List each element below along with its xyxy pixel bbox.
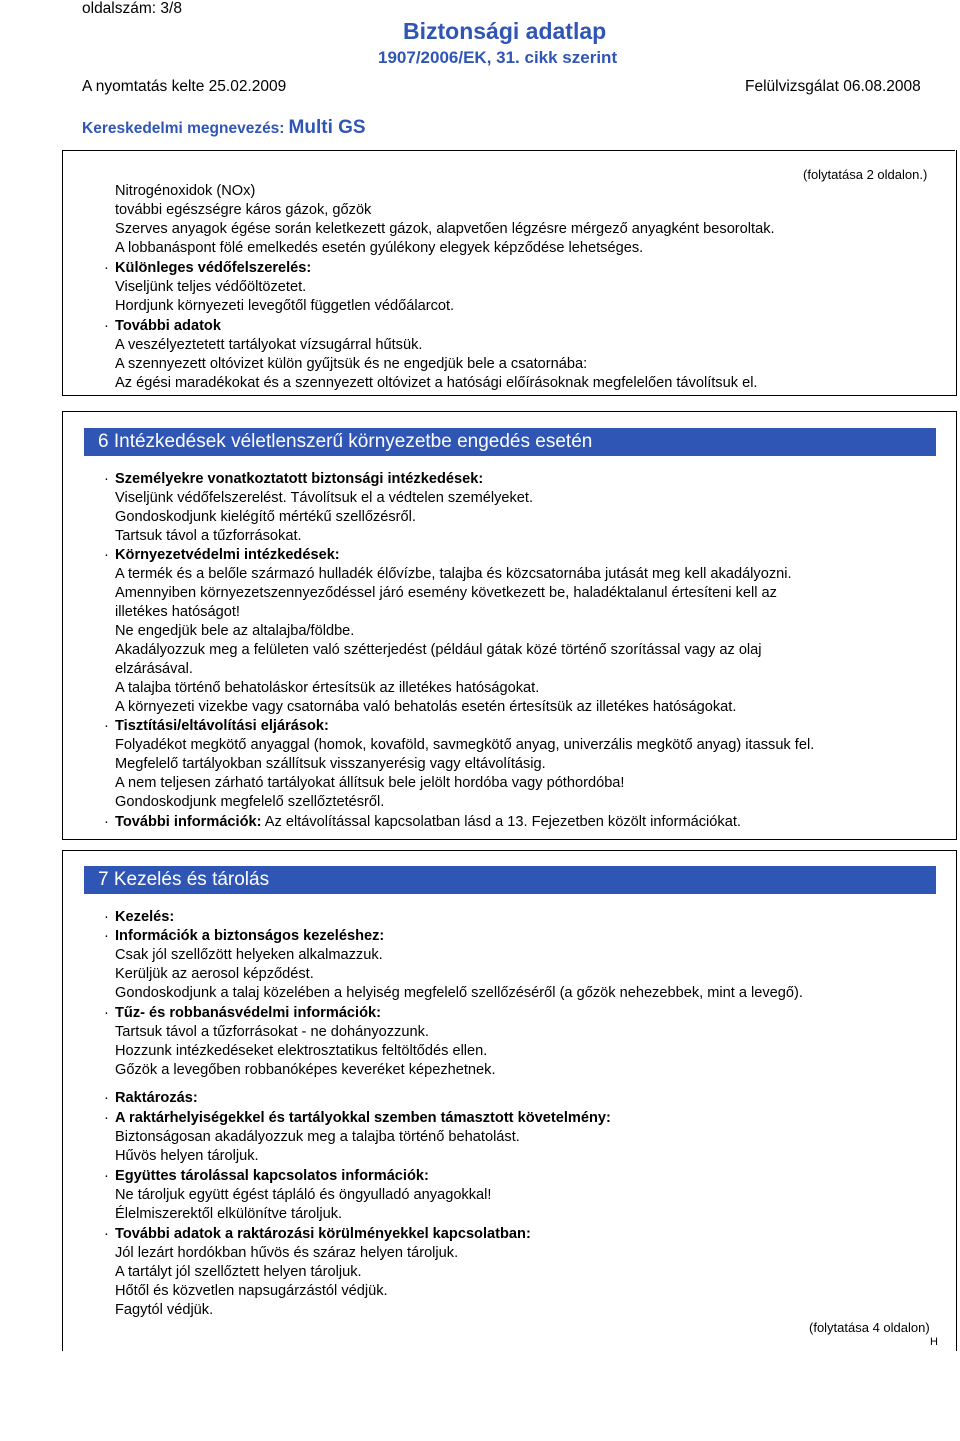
print-date: A nyomtatás kelte 25.02.2009: [82, 78, 287, 95]
text-line: Szerves anyagok égése során keletkezett gázok, alapvetően légzésre mérgező anyagként besoroltak.: [115, 221, 775, 237]
page-number: oldalszám: 3/8: [82, 0, 182, 17]
section5-box: [62, 150, 957, 396]
section7-title: 7 Kezelés és tárolás: [84, 866, 936, 894]
text-line: Folyadékot megkötő anyaggal (homok, kovaföld, savmegkötő anyag, univerzális megkötő anyag) itassuk fel.: [115, 737, 815, 753]
continuation-top: (folytatása 2 oldalon.): [803, 167, 928, 182]
text-line: Akadályozzuk meg a felületen való szétterjedést (például gátak közé történő szorítással vagy az olaj: [115, 642, 762, 658]
text-line: Csak jól szellőzött helyeken alkalmazzuk.: [115, 947, 383, 963]
safe-handling-heading: · Információk a biztonságos kezeléshez:: [104, 928, 385, 944]
section6-title: 6 Intézkedések véletlenszerű környezetbe engedés esetén: [84, 428, 936, 456]
text-line: Biztonságosan akadályozzuk meg a talajba történő behatolást.: [115, 1129, 520, 1145]
text-line: Megfelelő tartályokban szállítsuk visszanyerésig vagy eltávolításig.: [115, 756, 546, 772]
text-line: Fagytól védjük.: [115, 1302, 214, 1318]
text-line: Ne engedjük bele az altalajba/földbe.: [115, 623, 355, 639]
text-line: Amennyiben környezetszennyeződéssel járó esemény következett be, haladéktalanul értesíteni kell az: [115, 585, 777, 601]
document-title: Biztonsági adatlap: [403, 18, 607, 44]
storage-heading: · Raktározás:: [104, 1090, 198, 1106]
personal-precautions-heading: · Személyekre vonatkoztatott biztonsági intézkedések:: [104, 471, 484, 487]
trade-name: [82, 117, 366, 139]
trade-name-value: Multi GS: [288, 117, 366, 138]
text-line: A nem teljesen zárható tartályokat állítsuk bele jelölt hordóba vagy póthordóba!: [115, 775, 625, 791]
joint-storage-heading: · Együttes tárolással kapcsolatos információk:: [104, 1168, 429, 1184]
text-line: Gőzök a levegőben robbanóképes keveréket képezhetnek.: [115, 1062, 496, 1078]
text-line: A környezeti vizekbe vagy csatornába való behatolás esetén értesítsük az illetékes hatóságokat.: [115, 699, 737, 715]
fire-protection-heading: · Tűz- és robbanásvédelmi információk:: [104, 1005, 381, 1021]
text-line: Hordjunk környezeti levegőtől független védőálarcot.: [115, 298, 455, 314]
storage-conditions-heading: · További adatok a raktározási körülményekkel kapcsolatban:: [104, 1226, 531, 1242]
text-line: Gondoskodjunk a talaj közelében a helyiség megfelelő szellőzéséről (a gőzök nehezebbek, mint a levegő).: [115, 985, 803, 1001]
text-line: Kerüljük az aerosol képződést.: [115, 966, 314, 982]
text-line: Az égési maradékokat és a szennyezett oltóvizet a hatósági előírásoknak megfelelően távolítsuk el.: [115, 375, 758, 391]
revision-date: Felülvizsgálat 06.08.2008: [745, 78, 921, 95]
continuation-bottom: (folytatása 4 oldalon): [809, 1320, 930, 1335]
environmental-precautions-heading: · Környezetvédelmi intézkedések:: [104, 547, 340, 563]
handling-heading: · Kezelés:: [104, 909, 175, 925]
text-line: Jól lezárt hordókban hűvös és száraz helyen tároljuk.: [115, 1245, 459, 1261]
text-line: Gondoskodjunk megfelelő szellőztetésről.: [115, 794, 385, 810]
storage-requirements-heading: · A raktárhelyiségekkel és tartályokkal szemben támasztott követelmény:: [104, 1110, 611, 1126]
text-line: Hozzunk intézkedéseket elektrosztatikus feltöltődés ellen.: [115, 1043, 488, 1059]
text-line: elzárásával.: [115, 661, 193, 677]
footer-mark: H: [930, 1336, 938, 1348]
text-line: Viseljünk védőfelszerelést. Távolítsuk el a védtelen személyeket.: [115, 490, 534, 506]
text-line: illetékes hatóságot!: [115, 604, 240, 620]
text-line: további egészségre káros gázok, gőzök: [115, 202, 372, 218]
text-line: Hőtől és közvetlen napsugárzástól védjük.: [115, 1283, 388, 1299]
further-info-line: · További információk: Az eltávolítással kapcsolatban lásd a 13. Fejezetben közölt információkat.: [104, 814, 741, 830]
cleanup-methods-heading: · Tisztítási/eltávolítási eljárások:: [104, 718, 329, 734]
text-line: A szennyezett oltóvizet külön gyűjtsük és ne engedjük bele a csatornába:: [115, 356, 588, 372]
regulation-reference: 1907/2006/EK, 31. cikk szerint: [378, 48, 618, 67]
text-line: A tartályt jól szellőztett helyen tároljuk.: [115, 1264, 362, 1280]
text-line: Tartsuk távol a tűzforrásokat - ne dohányozzunk.: [115, 1024, 429, 1040]
additional-data-heading: · További adatok: [104, 318, 221, 334]
text-line: Nitrogénoxidok (NOx): [115, 183, 256, 199]
text-line: A veszélyeztetett tartályokat vízsugárral hűtsük.: [115, 337, 423, 353]
text-line: Hűvös helyen tároljuk.: [115, 1148, 259, 1164]
trade-name-label: Kereskedelmi megnevezés:: [82, 120, 285, 137]
text-line: Ne tároljuk együtt égést tápláló és öngyulladó anyagokkal!: [115, 1187, 492, 1203]
text-line: A termék és a belőle származó hulladék élővízbe, talajba és közcsatornába jutását meg kell akadályozni.: [115, 566, 792, 582]
text-line: A lobbanáspont fölé emelkedés esetén gyúlékony elegyek képződése lehetséges.: [115, 240, 644, 256]
protective-equipment-heading: · Különleges védőfelszerelés:: [104, 260, 312, 276]
text-line: Gondoskodjunk kielégítő mértékű szellőzésről.: [115, 509, 416, 525]
text-line: Élelmiszerektől elkülönítve tároljuk.: [115, 1206, 343, 1222]
text-line: Viseljünk teljes védőöltözetet.: [115, 279, 307, 295]
text-line: Tartsuk távol a tűzforrásokat.: [115, 528, 302, 544]
text-line: A talajba történő behatoláskor értesítsük az illetékes hatóságokat.: [115, 680, 540, 696]
